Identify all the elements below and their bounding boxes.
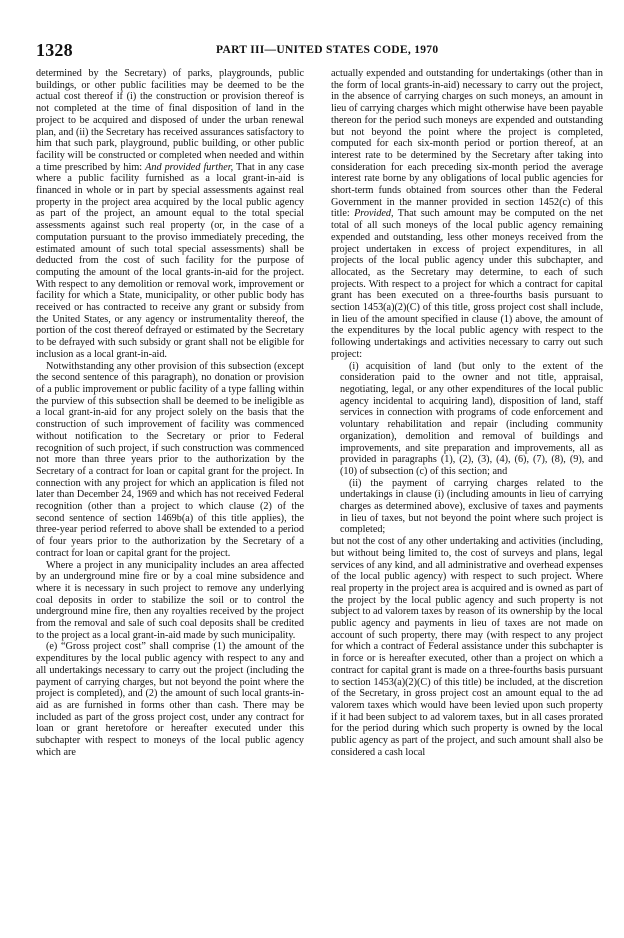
page-number: 1328	[36, 40, 73, 60]
running-head: PART III—UNITED STATES CODE, 1970	[216, 44, 439, 56]
paragraph: but not the cost of any other undertaking and activities (including, but without being limited to, the cost of surveys and plans, legal services of any kind, and all administrative and overhead expenses of the local public agency) with respect to such project. Where real property in the project area is acquired and is owned as part of the project by the local public agency and such property is not subject to ad valorem taxes by reason of its ownership by the local public agency and payments in lieu of taxes are not made on account of such property, there may (with respect to any project for which a contract of Federal assistance under this subchapter is in force or is hereafter executed, other than a project on which a contract for capital grant is made on a three-fourths basis pursuant to section 1453(a)(2)(C) of this title) be included, at the discretion of the Secretary, in gross project cost an amount equal to the ad valorem taxes which would have been levied upon such property if it had been subject to ad valorem taxes, but in all cases prorated for the period during which such property is owned by the local public agency as part of the project, and such amount shall also be considered a cash local	[331, 536, 603, 758]
text-run: determined by the Secretary) of parks, playgrounds, public buildings, or other public facilities may be deemed to be the actual cost thereof if (i) the construction or provision thereof is not completed at the time of final disposition of land in the project to be acquired and disposed of under the urban renewal plan, and (ii) the Secretary has received assurances satisfactory to him that such park, playground, public building, or other public facility will be constructed or completed when needed and within a time prescribed by him:	[36, 68, 304, 173]
paragraph: Where a project in any municipality includes an area affected by an underground mine fire or by a coal mine subsidence and where it is necessary in such project to remove any underlying coal deposits in order to stabilize the soil or to control the underground mine fire, then any royalties received by the project from the removal and sale of such coal deposits shall be credited to the project as a local grant-in-aid made by such municipality.	[36, 559, 304, 641]
paragraph	[331, 68, 603, 361]
list-item: (i) acquisition of land (but only to the extent of the consideration paid to the owner and not title, appraisal, negotiating, legal, or any other expenditures of the local public agency incidental to acquiring land), disposition of land, staff services in connection with programs of code enforcement and voluntary rehabilitation and repair (including community organization), demolition and removal of buildings and improvements, and site preparation and improvements, all as provided in paragraphs (1), (2), (3), (4), (6), (7), (8), (9), and (10) of subsection (c) of this section; and	[340, 360, 603, 477]
paragraph: (e) “Gross project cost” shall comprise (1) the amount of the expenditures by the local public agency with respect to any and all undertakings necessary to carry out the project (including the payment of carrying charges, but not beyond the point where the project is completed), and (2) the amount of such local grants-in-aid as are furnished in forms other than cash. There may be included as part of the gross project cost, under any contract for loan or grant heretofore or hereafter executed under this subchapter with respect to moneys of the local public agency which are	[36, 641, 304, 758]
italic-text: Provided,	[354, 208, 394, 220]
left-column	[36, 68, 304, 758]
text-run: That in any case where a public facility furnished as a local grant-in-aid is financed in whole or in part by special assessments against real property in the project area acquired by the local public agency as part of the project, an amount equal to the total special assessments against such real property (or, in the case of a computation pursuant to the proviso immediately preceding, the estimated amount of such total special assessments) shall be deducted from the cost of such facility for the purpose of computing the amount of the local grants-in-aid for the project. With respect to any demolition or removal work, improvement or facility for which a State, municipality, or other public body has received or has contracted to receive any grant or subsidy from the United States, or any agency or instrumentality thereof, the portion of the cost thereof defrayed or estimated by the Secretary to be defrayed with such subsidy or grant shall not be eligible for inclusion as a local grant-in-aid.	[36, 161, 304, 360]
list-item: (ii) the payment of carrying charges related to the undertakings in clause (i) (including amounts in lieu of carrying charges as determined above), exclusive of taxes and payments in lieu of taxes, but not beyond the point where such project is completed;	[340, 477, 603, 536]
paragraph: Notwithstanding any other provision of this subsection (except the second sentence of this paragraph), no donation or provision of a public improvement or public facility of a type falling within the purview of this subsection shall be deemed to be ineligible as a local grant-in-aid for any project solely on the basis that the construction of such improvement of facility was commenced without notification to the Secretary or prior to Federal recognition of such project, if such construction was commenced not more than three years prior to the authorization by the Secretary of a contract for loan or capital grant for the project. In connection with any project for which an application is filed not later than December 24, 1969 and which has not received Federal recognition (other than a project to which clause (2) of the second sentence of section 1469b(a) of this title applies), the three-year period referred to above shall be extended to a period of four years prior to the authorization by the Secretary of a contract for loan or capital grant for the project.	[36, 360, 304, 559]
paragraph	[36, 68, 304, 361]
italic-text: And provided further,	[145, 161, 234, 173]
text-run: actually expended and outstanding for undertakings (other than in the form of local grants-in-aid) necessary to carry out the project, in the absence of carrying charges on such moneys, an amount in lieu of carrying charges which might otherwise have been payable thereon for the period such moneys are expended and outstanding but not beyond the point where the project is completed, computed for each six-month period or portion thereof, at an interest rate to be determined by the Secretary after taking into consideration for each preceding six-month period the average interest rate borne by any obligations of local public agencies for short-term funds obtained from sources other than the Federal Government in the manner provided in section 1452(c) of this title:	[331, 68, 603, 220]
page-header	[36, 40, 606, 62]
right-column	[331, 68, 603, 758]
text-run: That such amount may be computed on the net total of all such moneys of the local public agency remaining expended and outstanding, less other moneys received from the project undertaken in excess of project expenditures, in all projects of the local public agency under this subchapter, and allocated, as the Secretary may determine, to each of such projects. With respect to a project for which a contract for capital grant has been executed on a three-fourths basis pursuant to section 1453(a)(2)(C) of this title, gross project cost shall include, in lieu of the amount specified in clause (1) above, the amount of the expenditures by the local public agency with respect to the following undertakings and activities necessary to carry out such project:	[331, 208, 603, 360]
